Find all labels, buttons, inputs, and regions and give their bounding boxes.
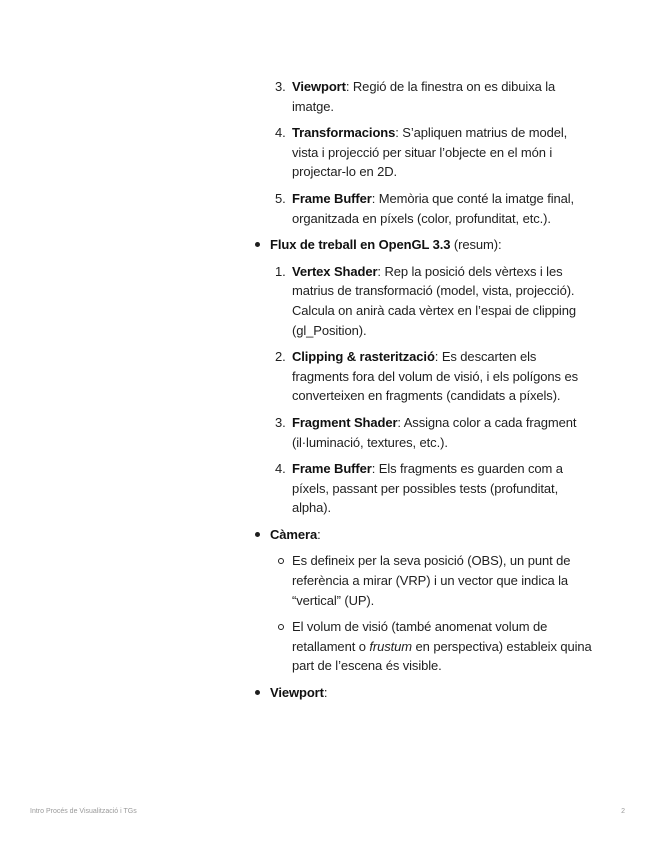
bullet-camera: [252, 525, 592, 545]
bullet-term: Viewport: [270, 685, 324, 701]
list-item-frame-buffer-2: [252, 459, 592, 518]
bullet-viewport: [252, 683, 592, 703]
bullet-rest: (resum):: [450, 237, 502, 253]
term-bold: Clipping & rasterització: [292, 349, 435, 365]
list-item-fragment-shader: [252, 413, 592, 452]
footer-title: Intro Procés de Visualització i TGs: [30, 808, 137, 815]
list-item-vertex-shader: [252, 262, 592, 340]
list-item-frame-buffer: [252, 189, 592, 228]
list-number: 2.: [275, 349, 286, 365]
bullet-flux-opengl: [252, 235, 592, 255]
bullet-rest: :: [323, 685, 328, 701]
list-number: 4.: [275, 461, 286, 477]
bullet-dot-icon: [255, 690, 260, 695]
bullet-dot-icon: [255, 242, 260, 247]
term-bold: Transformacions: [292, 125, 396, 141]
term-bold: Viewport: [292, 79, 346, 94]
term-bold: Fragment Shader: [292, 414, 398, 430]
sub-item-text: Es defineix per la seva posició (OBS), un punt de referència a mirar (VRP) i un vector que indica la “vertical” (UP).: [292, 553, 571, 608]
bullet-rest: :: [317, 526, 321, 542]
sub-item-text-b: en perspectiva) estableix quina part de l’escena és visible.: [292, 638, 592, 674]
list-number: 1.: [275, 263, 286, 279]
sub-item-camera-definition: [252, 551, 592, 610]
list-item-clipping: [252, 347, 592, 406]
list-number: 5.: [275, 190, 286, 206]
circle-bullet-icon: [278, 558, 284, 564]
sub-item-view-volume: [252, 617, 592, 676]
term-description: : Els fragments es guarden com a píxels, passant per possibles tests (profunditat, alpha).: [292, 461, 563, 516]
document-body: [252, 77, 592, 710]
term-description: : Rep la posició dels vèrtexs i les matrius de transformació (model, vista, projecció). Calcula on anirà cada vèrtex en l’espai de clipping (gl_Position).: [292, 263, 576, 338]
circle-bullet-icon: [278, 624, 284, 630]
term-bold: Frame Buffer: [292, 461, 372, 477]
list-item-transformacions: [252, 123, 592, 182]
bullet-dot-icon: [255, 532, 260, 537]
term-description: : Memòria que conté la imatge final, organitzada en píxels (color, profunditat, etc.).: [292, 190, 575, 226]
term-description: : Assigna color a cada fragment (il·luminació, textures, etc.).: [292, 414, 577, 450]
list-number: 3.: [275, 414, 286, 430]
bullet-term: Flux de treball en OpenGL 3.3: [270, 237, 451, 253]
list-item-viewport: [252, 77, 592, 116]
sub-item-emphasis: frustum: [369, 638, 413, 654]
term-description: : S’apliquen matrius de model, vista i projecció per situar l’objecte en el món i projectar-lo en 2D.: [292, 125, 568, 180]
sub-item-text-a: El volum de visió (també anomenat volum de retallament o: [292, 619, 548, 654]
list-number: 3.: [275, 79, 286, 94]
term-bold: Vertex Shader: [292, 263, 378, 279]
term-bold: Frame Buffer: [292, 190, 372, 206]
bullet-term: Càmera: [270, 526, 318, 542]
term-description: : Es descarten els fragments fora del volum de visió, i els polígons es converteixen en fragments (candidats a píxels).: [292, 349, 578, 404]
list-number: 4.: [275, 125, 286, 141]
page-number: 2: [621, 808, 625, 815]
term-description: : Regió de la finestra on es dibuixa la imatge.: [292, 79, 556, 114]
